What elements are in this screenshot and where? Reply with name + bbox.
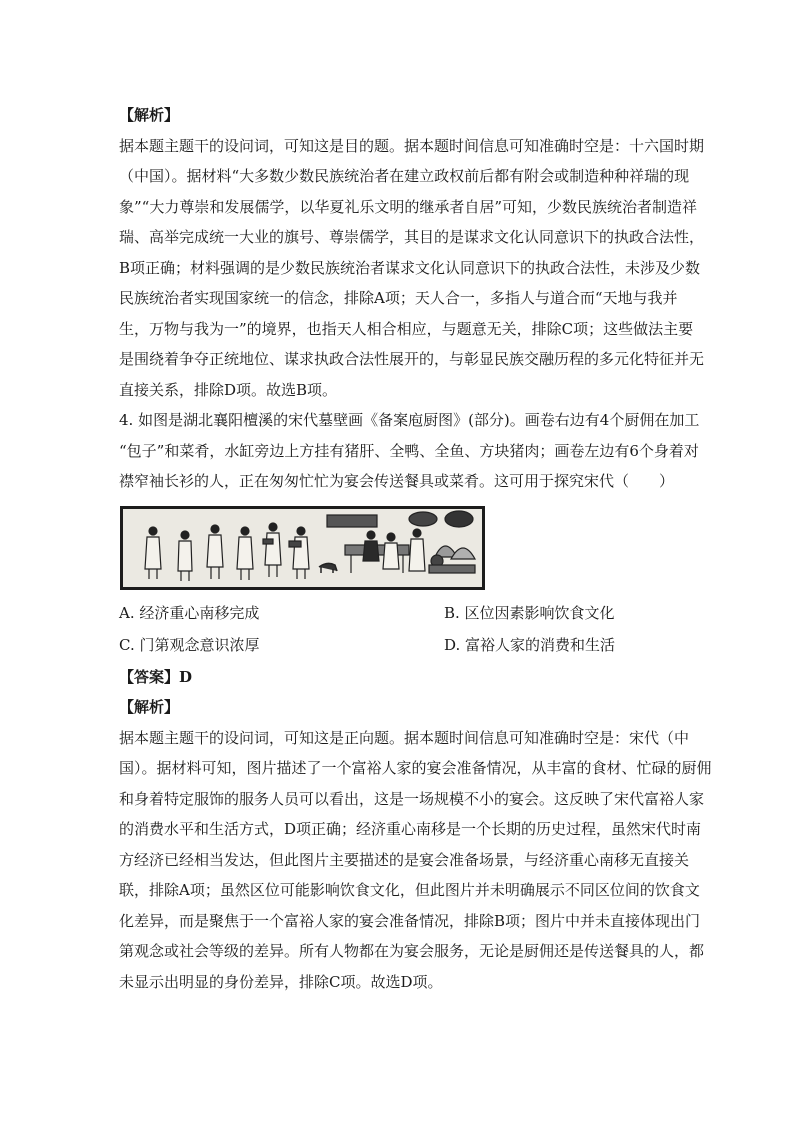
analysis-1-line: （中国）。据材料“大多数少数民族统治者在建立政权前后都有附会或制造种种祥瑞的现 (119, 167, 690, 185)
analysis-1-line: 是围绕着争夺正统地位、谋求执政合法性展开的，与彰显民族交融历程的多元化特征并无 (119, 350, 705, 368)
analysis-1-line: 据本题主题干的设问词，可知这是目的题。据本题时间信息可知准确时空是：十六国时期 (119, 136, 705, 155)
analysis-1-line: 象”“大力尊崇和发展儒学，以华夏礼乐文明的继承者自居”可知，少数民族统治者制造祥 (119, 197, 698, 216)
analysis-2-line: 和身着特定服饰的服务人员可以看出，这是一场规模不小的宴会。这反映了宋代富裕人家 (119, 789, 705, 808)
analysis-2-line: 方经济已经相当发达，但此图片主要描述的是宴会准备场景，与经济重心南移无直接关 (119, 850, 690, 869)
analysis-2-line: 的消费水平和生活方式，D项正确；经济重心南移是一个长期的历史过程，虽然宋代时南 (119, 820, 702, 838)
analysis-2-line: 国）。据材料可知，图片描述了一个富裕人家的宴会准备情况，从丰富的食材、忙碌的厨佣 (119, 759, 712, 777)
mural-drawing (123, 509, 482, 587)
content-column (119, 100, 712, 997)
analysis-heading-2: 【解析】 (119, 698, 180, 716)
answer-line: 【答案】D (119, 667, 193, 686)
analysis-heading-1: 【解析】 (119, 106, 180, 124)
analysis-2-line: 未显示出明显的身份差异，排除C项。故选D项。 (119, 972, 443, 991)
analysis-1-line: 民族统治者实现国家统一的信念，排除A项；天人合一，多指人与道合而“天地与我并 (119, 289, 678, 307)
analysis-2-line: 联，排除A项；虽然区位可能影响饮食文化，但此图片并未明确展示不同区位间的饮食文 (119, 881, 700, 899)
option-b[interactable]: B. 区位因素影响饮食文化 (444, 603, 615, 622)
mural-kitchen-illustration (120, 506, 485, 590)
question-4-line: “包子”和菜肴，水缸旁边上方挂有猪肝、全鸭、全鱼、方块猪肉；画卷左边有6个身着对 (119, 441, 699, 460)
option-d[interactable]: D. 富裕人家的消费和生活 (444, 635, 616, 654)
analysis-1-line: 瑞、高举完成统一大业的旗号、尊崇儒学，其目的是谋求文化认同意识下的执政合法性， (119, 228, 705, 246)
question-4-line: 襟窄袖长衫的人，正在匆匆忙忙为宴会传送餐具或菜肴。这可用于探究宋代（ ） (119, 472, 675, 490)
analysis-2-line: 第观念或社会等级的差异。所有人物都在为宴会服务，无论是厨佣还是传送餐具的人，都 (119, 942, 705, 960)
question-4-line: 4. 如图是湖北襄阳檀溪的宋代墓壁画《备案庖厨图》(部分)。画卷右边有4个厨佣在加工 (119, 411, 700, 429)
analysis-1-line: B项正确；材料强调的是少数民族统治者谋求文化认同意识下的执政合法性，未涉及少数 (119, 258, 701, 277)
analysis-2-line: 化差异，而是聚焦于一个富裕人家的宴会准备情况，排除B项；图片中并未直接体现出门 (119, 911, 701, 930)
analysis-1-line: 生，万物与我为一”的境界，也指天人相合相应，与题意无关，排除C项；这些做法主要 (119, 319, 694, 338)
analysis-1-line: 直接关系，排除D项。故选B项。 (119, 380, 338, 399)
analysis-2-line: 据本题主题干的设问词，可知这是正向题。据本题时间信息可知准确时空是：宋代（中 (119, 728, 690, 747)
option-c[interactable]: C. 门第观念意识浓厚 (119, 635, 260, 654)
answer-options (119, 598, 675, 662)
option-a[interactable]: A. 经济重心南移完成 (119, 603, 260, 622)
